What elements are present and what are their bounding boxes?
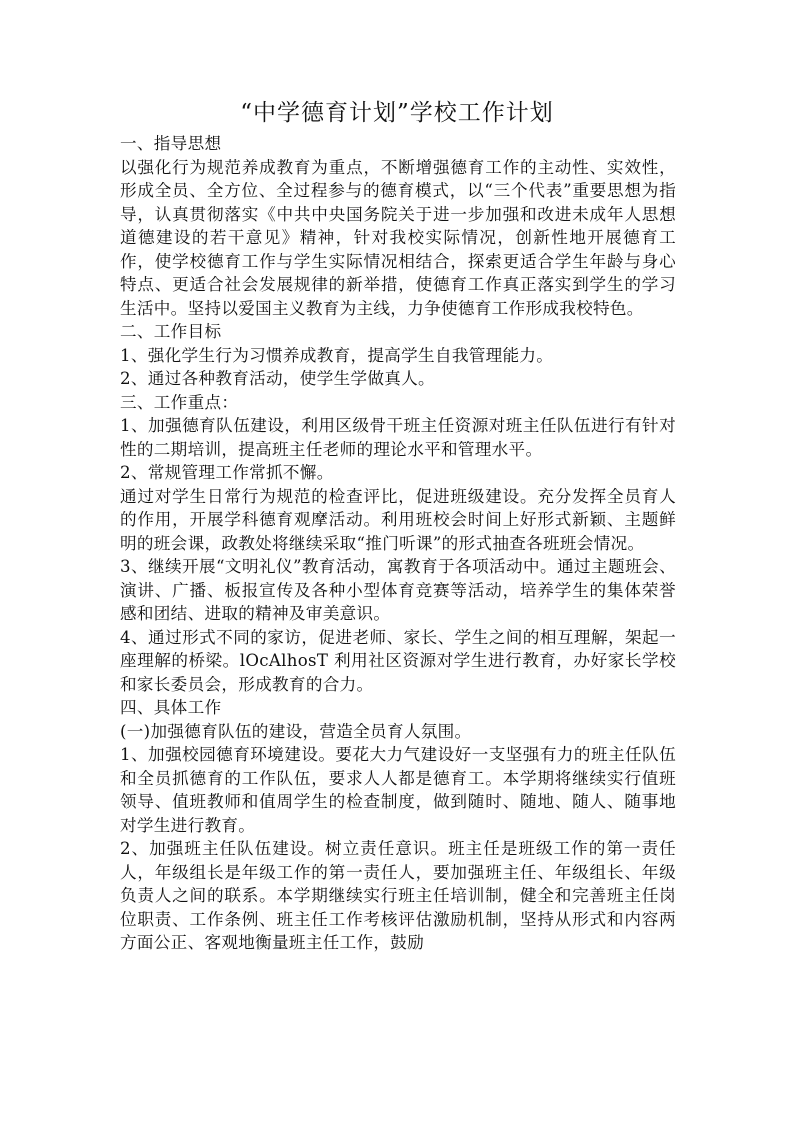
- work-item-1: 1、加强校园德育环境建设。要花大力气建设好一支坚强有力的班主任队伍和全员抓德育的工作队伍，要求人人都是德育工。本学期将继续实行值班领导、值班教师和值周学生的检查制度，做到随时、随地、随人、随事地对学生进行教育。: [120, 745, 676, 835]
- section-heading-work-focus: 三、工作重点：: [120, 392, 239, 412]
- document-title: “中学德育计划”学校工作计划: [240, 100, 554, 126]
- document-body: [120, 132, 676, 955]
- focus-item-2-detail: 通过对学生日常行为规范的检查评比，促进班级建设。充分发挥全员育人的作用，开展学科德育观摩活动。利用班校会时间上好形式新颖、主题鲜明的班会课，政教处将继续采取“推门听课”的形式抽查各班班会情况。: [120, 486, 676, 553]
- focus-item-2: 2、常规管理工作常抓不懈。: [120, 463, 334, 482]
- subsection-heading-team-building: (一)加强德育队伍的建设，营造全员育人氛围。: [120, 721, 472, 741]
- section-heading-work-goals: 二、工作目标: [120, 322, 222, 341]
- focus-item-4: 4、通过形式不同的家访，促进老师、家长、学生之间的相互理解，架起一座理解的桥梁。lOcAlhosT 利用社区资源对学生进行教育，办好家长学校和家长委员会，形成教育的合力。: [120, 627, 676, 694]
- focus-item-1: 1、加强德育队伍建设，利用区级骨干班主任资源对班主任队伍进行有针对性的二期培训，提高班主任老师的理论水平和管理水平。: [120, 416, 676, 459]
- goal-item-2: 2、通过各种教育活动，使学生学做真人。: [120, 369, 435, 388]
- paragraph-guiding-ideology: 以强化行为规范养成教育为重点，不断增强德育工作的主动性、实效性，形成全员、全方位、全过程参与的德育模式，以“三个代表”重要思想为指导，认真贯彻落实《中共中央国务院关于进一步加强和改进未成年人思想道德建设的若干意见》精神，针对我校实际情况，创新性地开展德育工作，使学校德育工作与学生实际情况相结合，探索更适合学生年龄与身心特点、更适合社会发展规律的新举措，使德育工作真正落实到学生的学习生活中。坚持以爱国主义教育为主线，力争使德育工作形成我校特色。: [120, 157, 676, 318]
- work-item-2: 2、加强班主任队伍建设。树立责任意识。班主任是班级工作的第一责任人，年级组长是年级工作的第一责任人，要加强班主任、年级组长、年级负责人之间的联系。本学期继续实行班主任培训制，健全和完善班主任岗位职责、工作条例、班主任工作考核评估激励机制，坚持从形式和内容两方面公正、客观地衡量班主任工作，鼓励: [120, 839, 676, 952]
- goal-item-1: 1、强化学生行为习惯养成教育，提高学生自我管理能力。: [120, 345, 554, 365]
- section-heading-guiding-ideology: 一、指导思想: [120, 134, 222, 153]
- focus-item-3: 3、继续开展“文明礼仪”教育活动，寓教育于各项活动中。通过主题班会、演讲、广播、板报宣传及各种小型体育竞赛等活动，培养学生的集体荣誉感和团结、进取的精神及审美意识。: [120, 557, 676, 623]
- section-heading-specific-work: 四、具体工作: [120, 698, 222, 717]
